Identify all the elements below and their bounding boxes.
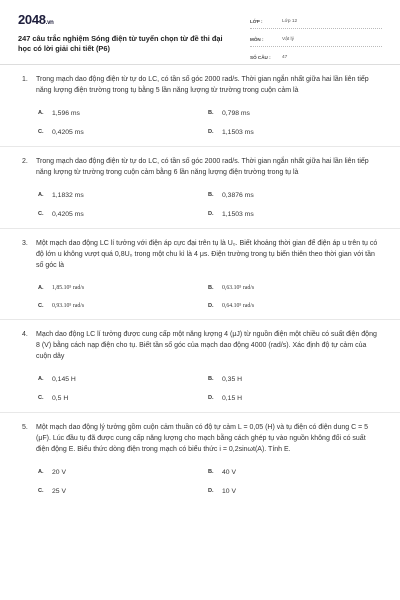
question-text: Một mạch dao động LC lí tưởng với điện áp cực đại trên tụ là U₀. Biết khoảng thời gian để điện áp u trên tụ có độ lớn u không vượt quá 0,8U₀ trong một chu kì là 4 μs. Điện trường trong tụ biến thiên theo thời gian với tần số góc là	[36, 240, 378, 269]
meta-value: 47	[282, 54, 288, 60]
question-3	[0, 238, 400, 309]
question-1	[0, 74, 400, 136]
option-d[interactable]: D. 0,64.10⁵ rad/s	[208, 303, 255, 309]
question-text: Trong mạch dao động điện từ tự do LC, có tần số góc 2000 rad/s. Thời gian ngắn nhất giữa hai lần liên tiếp năng lượng từ trường trong cuộn cảm bằng 6 lần năng lượng điện trường trong tụ là	[36, 158, 369, 176]
option-b[interactable]: B. 0,798 ms	[208, 110, 250, 117]
option-c[interactable]: C. 25 V	[38, 488, 66, 495]
option-a[interactable]: A. 1,596 ms	[38, 110, 80, 117]
header-divider	[0, 64, 400, 65]
meta-value: Lớp 12	[282, 18, 298, 24]
option-c[interactable]: C. 0,5 H	[38, 395, 69, 402]
meta-panel	[250, 14, 382, 68]
document-title: 247 câu trắc nghiệm Sóng điện từ tuyển chọn từ đề thi đại học có lời giải chi tiết (P6)	[18, 34, 223, 53]
header	[0, 0, 400, 64]
option-b[interactable]: B. 0,63.10⁵ rad/s	[208, 285, 255, 291]
meta-value: Vật lý	[282, 36, 294, 42]
question-number: 4.	[22, 331, 28, 338]
option-d[interactable]: D. 0,15 H	[208, 395, 243, 402]
option-b[interactable]: B. 40 V	[208, 469, 236, 476]
option-a[interactable]: A. 1,85.10⁵ rad/s	[38, 285, 85, 291]
question-text: Một mạch dao động lý tưởng gồm cuộn cảm thuần có độ tự cảm L = 0,05 (H) và tụ điện có điện dung C = 5 (μF). Lúc đầu tụ đã được cung cấp năng lượng cho mạch bằng cách ghép tụ vào nguồn không đổi có suất điện động E. Biểu thức dòng điện trong mạch có biểu thức i = 0,2sinωt(A). Tính E.	[36, 424, 369, 453]
meta-label: LỚP :	[250, 18, 263, 24]
question-number: 1.	[22, 76, 28, 83]
option-a[interactable]: A. 0,145 H	[38, 376, 76, 383]
logo-suffix: .vn	[45, 20, 54, 26]
option-c[interactable]: C. 0,93.10⁵ rad/s	[38, 303, 85, 309]
option-a[interactable]: A. 1,1832 ms	[38, 192, 84, 199]
question-divider	[0, 146, 400, 147]
meta-row-class	[250, 14, 382, 29]
question-divider	[0, 319, 400, 320]
question-2	[0, 156, 400, 218]
option-a[interactable]: A. 20 V	[38, 469, 66, 476]
question-text: Trong mạch dao động điện từ tự do LC, có tần số góc 2000 rad/s. Thời gian ngắn nhất giữa hai lần liên tiếp năng lượng điện trường trong tụ bằng 5 lần năng lượng từ trường trong cuộn cảm là	[36, 76, 369, 94]
question-4	[0, 329, 400, 402]
question-number: 3.	[22, 240, 28, 247]
meta-label: SỐ CÂU :	[250, 54, 271, 60]
site-logo[interactable]: 2048.vn	[18, 12, 54, 27]
option-c[interactable]: C. 0,4205 ms	[38, 129, 84, 136]
option-c[interactable]: C. 0,4205 ms	[38, 211, 84, 218]
meta-row-count	[250, 50, 382, 65]
question-5	[0, 422, 400, 495]
meta-label: MÔN :	[250, 36, 264, 42]
option-d[interactable]: D. 10 V	[208, 488, 236, 495]
option-b[interactable]: B. 0,3876 ms	[208, 192, 254, 199]
question-divider	[0, 412, 400, 413]
option-b[interactable]: B. 0,35 H	[208, 376, 243, 383]
option-d[interactable]: D. 1,1503 ms	[208, 129, 254, 136]
meta-row-subject	[250, 32, 382, 47]
question-number: 5.	[22, 424, 28, 431]
question-list	[0, 74, 400, 495]
question-text: Mạch dao động LC lí tưởng được cung cấp một năng lượng 4 (μJ) từ nguồn điện một chiều có suất điện động 8 (V) bằng cách nạp điện cho tụ. Biết tần số góc của mạch dao động 4000 (rad/s). Xác định độ tự cảm của cuộn dây	[36, 331, 377, 360]
question-divider	[0, 228, 400, 229]
question-number: 2.	[22, 158, 28, 165]
option-d[interactable]: D. 1,1503 ms	[208, 211, 254, 218]
